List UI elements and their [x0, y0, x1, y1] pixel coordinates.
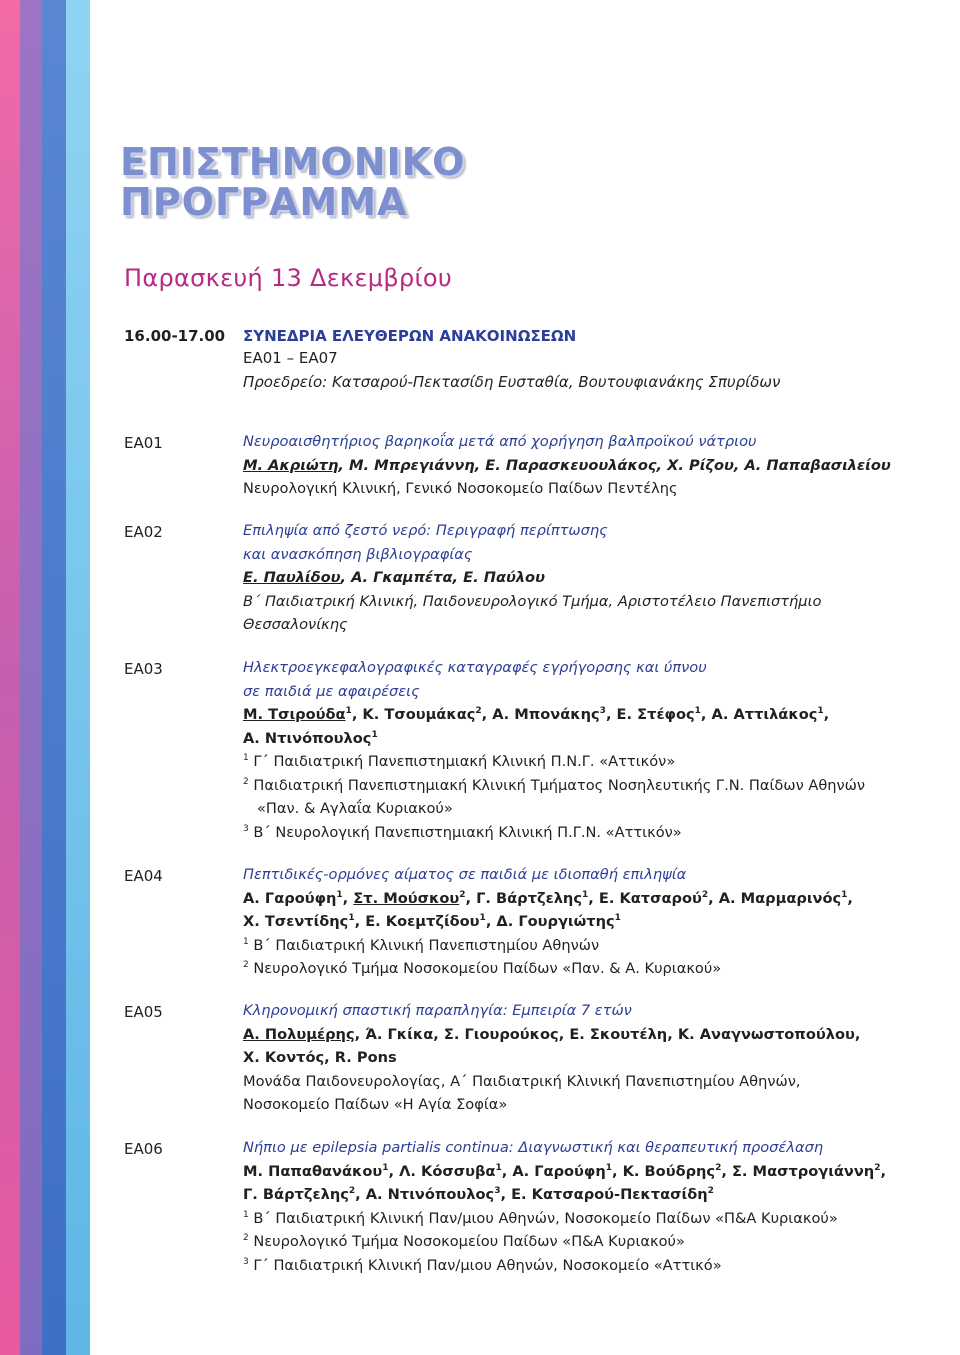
author-text: , Ε. Κατσαρού — [588, 889, 702, 907]
entry-title: Νήπιο με epilepsia partialis continua: Διαγνωστική και θεραπευτική προσέλαση — [243, 1139, 824, 1156]
author-text: , Σ. Μαστρογιάννη — [721, 1162, 875, 1180]
affiliation-marker: 1 — [382, 1162, 389, 1173]
entry-code: ΕΑ05 — [124, 1003, 163, 1021]
affiliation-marker: 1 — [841, 889, 848, 900]
entry-code: ΕΑ04 — [124, 867, 163, 885]
entry-code: ΕΑ02 — [124, 523, 163, 541]
entry-affiliation: $^2$ Νευρολογικό Τμήμα Νοσοκομείου Παίδων «Π&Α Κυριακού» — [243, 1233, 685, 1250]
entry-affiliation: Θεσσαλονίκης — [243, 616, 348, 633]
author-text: , — [823, 706, 830, 723]
author-text: Α. Ντινόπουλος — [243, 729, 372, 747]
entry-code: ΕΑ06 — [124, 1140, 163, 1158]
entry-authors — [243, 887, 943, 911]
session-chairs: Προεδρείο: Κατσαρού-Πεκτασίδη Ευσταθία, Βουτουφιανάκης Σπυρίδων — [243, 373, 781, 391]
entry-ea02 — [243, 519, 943, 637]
entry-affiliation: $^3$ Γ΄ Παιδιατρική Κλινική Παν/μιου Αθηνών, Νοσοκομείο «Αττικό» — [243, 1256, 722, 1274]
entry-affiliation: $^1$ Β΄ Παιδιατρική Κλινική Πανεπιστημίου Αθηνών — [243, 936, 600, 954]
page-title-line2: ΠΡΟΓΡΑΜΜΑ — [120, 180, 408, 224]
entry-affiliation: $^1$ Γ΄ Παιδιατρική Πανεπιστημιακή Κλινική Π.Ν.Γ. «Αττικόν» — [243, 753, 676, 770]
author-text: , — [342, 889, 354, 907]
affiliation-marker: 2 — [715, 1162, 722, 1173]
author-text: Χ. Τσεντίδης — [243, 913, 349, 930]
entry-authors — [243, 1023, 943, 1047]
entry-ea04 — [243, 863, 943, 981]
author-text: Μ. Παπαθανάκου — [243, 1162, 383, 1180]
session-range: ΕΑ01 – ΕΑ07 — [243, 349, 338, 367]
author-text: , Κ. Βούδρης — [612, 1162, 716, 1180]
presenting-author: Ε. Παυλίδου — [243, 569, 341, 586]
affiliation-marker: 2 — [701, 889, 709, 900]
author-text: , Γ. Βάρτζελης — [465, 889, 582, 907]
presenting-author: Μ. Τσιρούδα — [243, 706, 346, 723]
page-title — [120, 142, 465, 222]
affiliation-marker: 1 — [817, 706, 824, 717]
entry-affiliation: Νοσοκομείο Παίδων «Η Αγία Σοφία» — [243, 1096, 508, 1113]
author-text: , — [880, 1162, 886, 1180]
affiliation-marker: 2 — [459, 889, 466, 900]
affiliation-marker: 2 — [475, 706, 482, 717]
entry-affiliation: Β΄ Παιδιατρική Κλινική, Παιδονευρολογικό Τμήμα, Αριστοτέλειο Πανεπιστήμιο — [243, 592, 822, 610]
entry-ea05 — [243, 999, 943, 1117]
presenting-author: Μ. Ακριώτη — [243, 456, 339, 474]
day-heading: Παρασκευή 13 Δεκεμβρίου — [124, 264, 453, 292]
author-text: , Α. Μπονάκης — [481, 706, 600, 723]
entry-ea06 — [243, 1136, 943, 1277]
entry-title: σε παιδιά με αφαιρέσεις — [243, 682, 420, 700]
affiliation-marker: 1 — [348, 913, 355, 924]
entry-authors — [243, 1183, 943, 1207]
entry-title: και ανασκόπηση βιβλιογραφίας — [243, 545, 473, 563]
entry-code: ΕΑ03 — [124, 660, 163, 678]
affiliation-marker: 2 — [348, 1186, 356, 1197]
entry-code: ΕΑ01 — [124, 434, 163, 452]
author-text: Α. Γαρούφη — [243, 889, 337, 907]
entry-title: Κληρονομική σπαστική παραπληγία: Εμπειρία 7 ετών — [243, 1002, 632, 1019]
decorative-side-stripes — [0, 0, 92, 1355]
affiliation-marker: 1 — [345, 706, 352, 717]
session-time: 16.00-17.00 — [124, 327, 226, 345]
author-text: , — [847, 889, 853, 907]
presenting-author: Α. Πολυμέρης — [243, 1025, 355, 1043]
entry-authors — [243, 910, 943, 934]
author-text: , Ε. Στέφος — [605, 706, 695, 723]
affiliation-marker: 3 — [494, 1186, 501, 1197]
affiliation-marker: 1 — [694, 706, 701, 717]
session-title: ΣΥΝΕΔΡΙΑ ΕΛΕΥΘΕΡΩΝ ΑΝΑΚΟΙΝΩΣΕΩΝ — [243, 327, 577, 345]
entry-authors: Μ. Ακριώτη, Μ. Μπρεγιάννη, Ε. Παρασκευουλάκος, Χ. Ρίζου, Α. Παπαβασιλείου — [243, 456, 891, 474]
affiliation-marker: 2 — [874, 1162, 881, 1173]
session-header — [243, 326, 943, 394]
affiliation-marker: 1 — [371, 729, 378, 740]
affiliation-marker: 1 — [336, 889, 343, 900]
author-text: Γ. Βάρτζελης — [243, 1186, 349, 1203]
affiliation-marker: 3 — [599, 706, 606, 717]
entry-authors — [243, 1046, 943, 1070]
entry-affiliation: Νευρολογική Κλινική, Γενικό Νοσοκομείο Παίδων Πεντέλης — [243, 480, 678, 497]
affiliation-marker: 1 — [495, 1162, 502, 1173]
entry-affiliation: $^2$ Νευρολογικό Τμήμα Νοσοκομείου Παίδων «Παν. & Α. Κυριακού» — [243, 960, 722, 977]
affiliation-marker: 1 — [614, 913, 621, 924]
page-title-line1: ΕΠΙΣΤΗΜΟΝΙΚΟ — [120, 140, 466, 184]
affiliation-marker: 1 — [479, 913, 486, 924]
affiliation-marker: 1 — [581, 889, 589, 900]
entry-affiliation: $^3$ Β΄ Νευρολογική Πανεπιστημιακή Κλινική Π.Γ.Ν. «Αττικόν» — [243, 823, 682, 841]
author-text: , Α. Αττιλάκος — [700, 706, 818, 723]
author-text: , Ε. Κατσαρού-Πεκτασίδη — [500, 1186, 708, 1203]
presenting-author: Στ. Μούσκου — [353, 889, 460, 907]
entry-authors: Ε. Παυλίδου, Α. Γκαμπέτα, Ε. Παύλου — [243, 569, 545, 586]
entry-ea03 — [243, 656, 943, 844]
author-text: Χ. Κοντός, R. Pons — [243, 1049, 397, 1066]
entry-affiliation: Μονάδα Παιδονευρολογίας, Α΄ Παιδιατρική Κλινική Πανεπιστημίου Αθηνών, — [243, 1072, 801, 1090]
entry-title: Πεπτιδικές-ορμόνες αίματος σε παιδιά με ιδιοπαθή επιληψία — [243, 866, 687, 883]
affiliation-marker: 1 — [605, 1162, 612, 1173]
affiliation-marker: 2 — [707, 1186, 714, 1197]
author-text: , Ά. Γκίκα, Σ. Γιουρούκος, Ε. Σκουτέλη, Κ. Αναγνωστοπούλου, — [354, 1025, 861, 1043]
author-text: , Α. Ντινόπουλος — [355, 1186, 495, 1203]
author-text: , Λ. Κόσσυβα — [388, 1162, 496, 1180]
author-text: , Κ. Τσουμάκας — [351, 706, 476, 723]
entry-authors — [243, 703, 943, 727]
author-text: , Ε. Κοεμτζίδου — [354, 913, 480, 930]
entry-title: Νευροαισθητήριος βαρηκοΐα μετά από χορήγηση βαλπροϊκού νάτριου — [243, 433, 757, 450]
entry-title: Ηλεκτροεγκεφαλογραφικές καταγραφές εγρήγορσης και ύπνου — [243, 659, 707, 676]
entry-title: Επιληψία από ζεστό νερό: Περιγραφή περίπτωσης — [243, 522, 608, 539]
entry-authors — [243, 1160, 943, 1184]
entry-affiliation: $^2$ Παιδιατρική Πανεπιστημιακή Κλινική Τμήματος Νοσηλευτικής Γ.Ν. Παίδων Αθηνών — [243, 776, 866, 794]
author-text: , Α. Μαρμαρινός — [708, 889, 842, 907]
entry-affiliation: $^1$ Β΄ Παιδιατρική Κλινική Παν/μιου Αθηνών, Νοσοκομείο Παίδων «Π&Α Κυριακού» — [243, 1209, 838, 1227]
entry-ea01 — [243, 430, 943, 501]
entry-affiliation: «Παν. & Αγλαΐα Κυριακού» — [257, 800, 453, 817]
author-text: , Α. Γαρούφη — [501, 1162, 606, 1180]
entry-authors — [243, 727, 943, 751]
author-text: , Δ. Γουργιώτης — [485, 913, 615, 930]
